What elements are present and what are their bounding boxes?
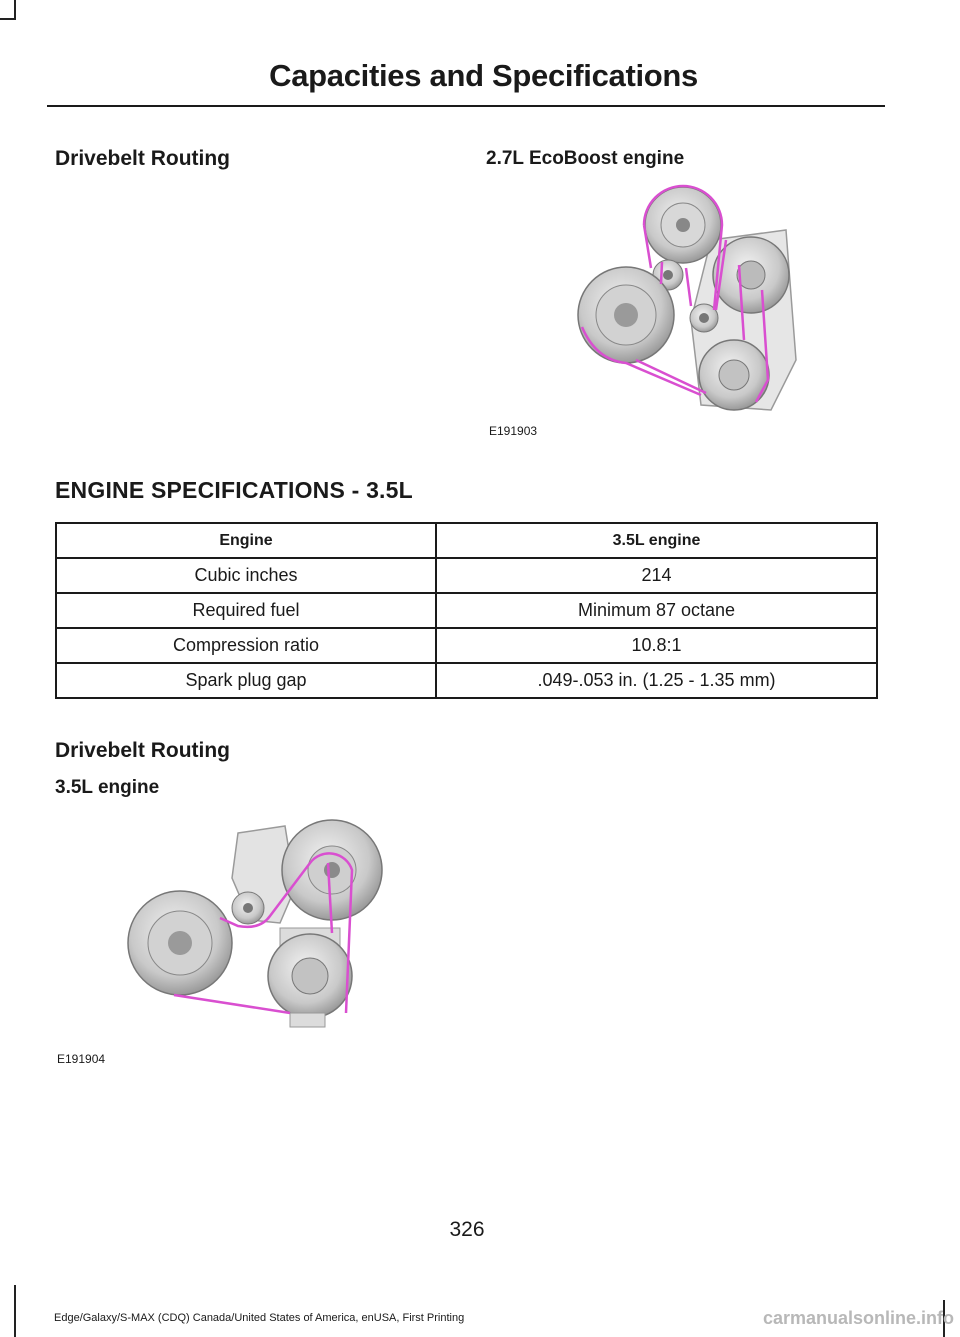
engine-spec-heading: ENGINE SPECIFICATIONS - 3.5L	[55, 477, 413, 503]
table-cell: Minimum 87 octane	[436, 593, 877, 628]
table-cell: 10.8:1	[436, 628, 877, 663]
table-cell: Compression ratio	[56, 628, 436, 663]
watermark: carmanualsonline.info	[762, 1308, 954, 1328]
table-cell: Spark plug gap	[56, 663, 436, 698]
page-number: 326	[449, 1218, 485, 1241]
crop-mark-bottom-left	[14, 1285, 16, 1337]
table-cell: Required fuel	[56, 593, 436, 628]
table-cell: 214	[436, 558, 877, 593]
table-header-row	[56, 523, 877, 558]
col-header-35l-engine: 3.5L engine	[436, 523, 877, 558]
table-row	[56, 558, 877, 593]
figure-id-27l: E191903	[489, 424, 538, 438]
figure-caption-27l: 2.7L EcoBoost engine	[486, 148, 685, 169]
table-cell: .049-.053 in. (1.25 - 1.35 mm)	[436, 663, 877, 698]
drivebelt-routing-heading: Drivebelt Routing	[55, 147, 231, 170]
table-row	[56, 663, 877, 698]
engine-spec-table	[55, 522, 878, 699]
header-rule	[47, 105, 885, 107]
figure-id-35l: E191904	[57, 1052, 106, 1066]
drivebelt-routing-heading-35l: Drivebelt Routing	[55, 739, 231, 762]
table-row	[56, 593, 877, 628]
drivebelt-diagram-27l	[486, 180, 881, 442]
crop-mark-top-left	[14, 0, 16, 20]
page-title: Capacities and Specifications	[269, 58, 698, 93]
table-cell: Cubic inches	[56, 558, 436, 593]
table-row	[56, 628, 877, 663]
col-header-engine: Engine	[56, 523, 436, 558]
crop-mark-top-left-h	[0, 18, 14, 20]
drivebelt-diagram-35l	[120, 808, 390, 1038]
footer-edition: Edge/Galaxy/S-MAX (CDQ) Canada/United States of America, enUSA, First Printing	[54, 1312, 465, 1324]
figure-caption-35l: 3.5L engine	[55, 777, 160, 798]
